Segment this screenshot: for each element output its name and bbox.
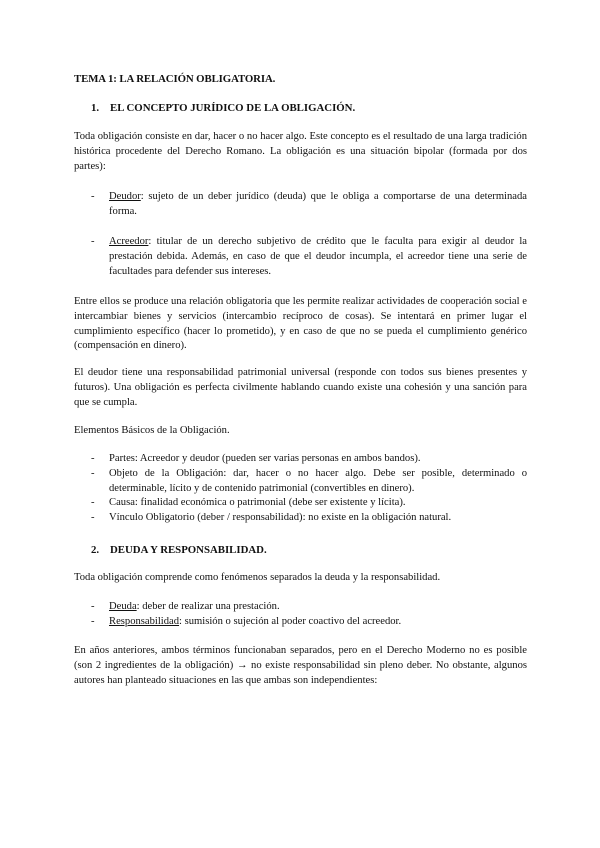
list-dash: - xyxy=(91,601,95,612)
element-text: Causa: finalidad económica o patrimonial (debe ser existente y lícita). xyxy=(109,497,406,509)
definition-responsabilidad: : sumisión o sujeción al poder coactivo del acreedor. xyxy=(179,615,402,627)
list-dash: - xyxy=(91,467,95,479)
section-2-title: DEUDA Y RESPONSABILIDAD. xyxy=(110,544,267,556)
document-title: TEMA 1: LA RELACIÓN OBLIGATORIA. xyxy=(74,73,276,85)
elements-title: Elementos Básicos de la Obligación. xyxy=(74,425,230,436)
term-acreedor: Acreedor xyxy=(109,236,149,247)
list-dash: - xyxy=(91,453,95,464)
element-text: Vínculo Obligatorio (deber / responsabilidad): no existe en la obligación natural. xyxy=(109,512,452,524)
list-dash: - xyxy=(91,497,95,509)
term-responsabilidad: Responsabilidad xyxy=(109,615,180,627)
closing-paragraph: En años anteriores, ambos términos funcionaban separados, pero en el Derecho Moderno no es posible (son 2 ingredientes de la obligación) → no existe responsabilidad sin pleno deber. No obstante, algunos autores han planteado situaciones en las que ambas son independientes: xyxy=(74,645,527,686)
debt-list xyxy=(91,600,527,630)
list-item xyxy=(91,452,527,467)
list-dash: - xyxy=(91,191,95,202)
section-2-heading xyxy=(91,543,267,558)
term-deuda: Deuda xyxy=(109,601,137,612)
list-dash: - xyxy=(91,512,95,524)
list-dash: - xyxy=(91,236,95,247)
list-item-acreedor xyxy=(91,235,527,279)
list-item-deuda xyxy=(91,600,527,615)
list-item xyxy=(91,467,527,497)
parties-list xyxy=(91,190,527,220)
list-dash: - xyxy=(91,615,95,627)
section-1-number: 1. xyxy=(91,102,100,114)
list-item-responsabilidad xyxy=(91,615,527,630)
section-1-title: EL CONCEPTO JURÍDICO DE LA OBLIGACIÓN. xyxy=(110,102,356,114)
list-item xyxy=(91,496,527,511)
term-deudor: Deudor xyxy=(109,191,141,202)
relation-paragraph: Entre ellos se produce una relación obligatoria que les permite realizar actividades de cooperación social e intercambiar bienes y servicios (intercambio recíproco de cosas). Se intentará en primer lugar el cumplimiento específico (hacer lo prometido), y en caso de que no se pueda el cumplimiento genérico (compensación en dinero). xyxy=(74,296,527,352)
definition-deudor: : sujeto de un deber jurídico (deuda) que le obliga a comportarse de una determinada forma. xyxy=(109,191,527,217)
definition-deuda: : deber de realizar una prestación. xyxy=(136,601,280,612)
section-1-intro-paragraph: Toda obligación consiste en dar, hacer o no hacer algo. Este concepto es el resultado de una larga tradición histórica procedente del Derecho Romano. La obligación es una situación bipolar (formada por dos partes): xyxy=(74,131,527,172)
section-2-intro-paragraph: Toda obligación comprende como fenómenos separados la deuda y la responsabilidad. xyxy=(74,572,441,583)
parties-list-2 xyxy=(91,235,527,279)
section-1-heading xyxy=(91,101,355,116)
section-2-number: 2. xyxy=(91,544,100,556)
elements-list xyxy=(91,452,527,526)
list-item-deudor xyxy=(91,190,527,220)
list-item xyxy=(91,511,527,526)
liability-paragraph: El deudor tiene una responsabilidad patrimonial universal (responde con todos sus bienes presentes y futuros). Una obligación es perfecta civilmente hablando cuando existe una cohesión y una sanción para que se cumpla. xyxy=(74,367,527,408)
element-text: Partes: Acreedor y deudor (pueden ser varias personas en ambos bandos). xyxy=(109,453,421,464)
definition-acreedor: : titular de un derecho subjetivo de crédito que le faculta para exigir al deudor la prestación debida. Además, en caso de que el deudor incumpla, el acreedor tiene una serie de facultades para defender sus intereses. xyxy=(109,236,527,277)
element-text: Objeto de la Obligación: dar, hacer o no hacer algo. Debe ser posible, determinado o determinable, lícito y de contenido patrimonial (convertibles en dinero). xyxy=(109,467,527,494)
